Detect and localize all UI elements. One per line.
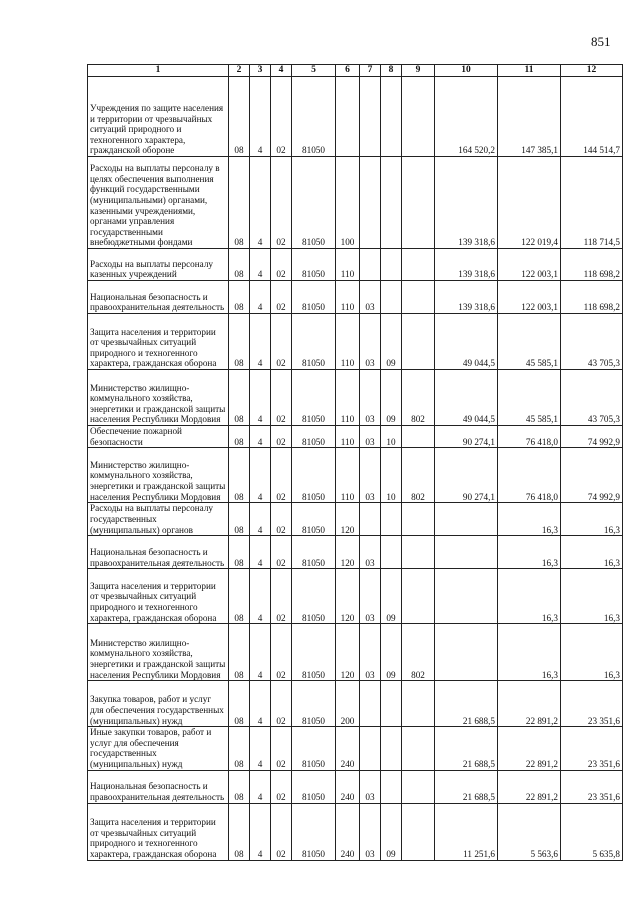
code-cell: 81050	[292, 803, 336, 860]
amount-cell: 45 585,1	[498, 370, 561, 426]
table-row	[88, 803, 623, 860]
amount-cell: 16,3	[498, 536, 561, 569]
amount-cell: 139 318,6	[435, 281, 498, 314]
amount-cell: 122 003,1	[498, 281, 561, 314]
code-cell: 08	[229, 503, 250, 536]
table-row	[88, 770, 623, 803]
row-name-cell: Национальная безопасность и правоохранительная деятельность	[88, 281, 229, 314]
table-row	[88, 370, 623, 426]
amount-cell: 21 688,5	[435, 727, 498, 770]
row-name-cell: Министерство жилищно-коммунального хозяйства, энергетики и гражданской защиты населения Республики Мордовия	[88, 624, 229, 681]
code-cell: 08	[229, 249, 250, 281]
code-cell	[402, 157, 435, 249]
amount-cell: 22 891,2	[498, 770, 561, 803]
code-cell: 4	[250, 569, 271, 624]
code-cell: 08	[229, 281, 250, 314]
code-cell: 110	[336, 426, 360, 448]
amount-cell: 43 705,3	[561, 314, 623, 370]
code-cell: 81050	[292, 426, 336, 448]
code-cell: 200	[336, 681, 360, 727]
code-cell: 81050	[292, 77, 336, 157]
code-cell: 09	[381, 569, 402, 624]
code-cell: 802	[402, 448, 435, 503]
code-cell: 100	[336, 157, 360, 249]
amount-cell	[435, 536, 498, 569]
code-cell: 4	[250, 426, 271, 448]
amount-cell: 90 274,1	[435, 448, 498, 503]
code-cell: 03	[360, 448, 381, 503]
amount-cell: 118 698,2	[561, 249, 623, 281]
code-cell: 03	[360, 770, 381, 803]
code-cell: 08	[229, 370, 250, 426]
amount-cell	[435, 624, 498, 681]
amount-cell: 21 688,5	[435, 770, 498, 803]
code-cell: 08	[229, 77, 250, 157]
amount-cell: 122 003,1	[498, 249, 561, 281]
amount-cell: 76 418,0	[498, 448, 561, 503]
code-cell: 02	[271, 536, 292, 569]
code-cell	[402, 681, 435, 727]
code-cell: 02	[271, 803, 292, 860]
code-cell	[360, 77, 381, 157]
column-header: 7	[360, 65, 381, 77]
amount-cell: 23 351,6	[561, 681, 623, 727]
code-cell: 802	[402, 624, 435, 681]
code-cell	[381, 249, 402, 281]
row-name-cell: Закупка товаров, работ и услуг для обеспечения государственных (муниципальных) нужд	[88, 681, 229, 727]
code-cell: 4	[250, 503, 271, 536]
code-cell	[402, 503, 435, 536]
code-cell: 81050	[292, 727, 336, 770]
code-cell: 02	[271, 569, 292, 624]
table-row	[88, 569, 623, 624]
code-cell	[360, 503, 381, 536]
code-cell: 08	[229, 727, 250, 770]
code-cell: 03	[360, 624, 381, 681]
code-cell	[402, 569, 435, 624]
code-cell: 03	[360, 314, 381, 370]
amount-cell: 164 520,2	[435, 77, 498, 157]
table-row	[88, 727, 623, 770]
code-cell	[360, 157, 381, 249]
amount-cell: 90 274,1	[435, 426, 498, 448]
amount-cell: 22 891,2	[498, 681, 561, 727]
column-header: 11	[498, 65, 561, 77]
code-cell: 02	[271, 681, 292, 727]
code-cell: 4	[250, 681, 271, 727]
amount-cell: 16,3	[498, 503, 561, 536]
code-cell: 02	[271, 503, 292, 536]
code-cell	[402, 77, 435, 157]
row-name-cell: Защита населения и территории от чрезвычайных ситуаций природного и техногенного характера, гражданская оборона	[88, 314, 229, 370]
table-row	[88, 281, 623, 314]
table-row	[88, 536, 623, 569]
code-cell	[381, 503, 402, 536]
code-cell: 02	[271, 281, 292, 314]
code-cell: 08	[229, 770, 250, 803]
code-cell: 09	[381, 314, 402, 370]
row-name-cell: Национальная безопасность и правоохранительная деятельность	[88, 536, 229, 569]
code-cell: 4	[250, 249, 271, 281]
row-name-cell: Расходы на выплаты персоналу казенных учреждений	[88, 249, 229, 281]
code-cell: 02	[271, 314, 292, 370]
amount-cell: 11 251,6	[435, 803, 498, 860]
code-cell	[402, 536, 435, 569]
column-header: 6	[336, 65, 360, 77]
amount-cell: 21 688,5	[435, 681, 498, 727]
code-cell: 81050	[292, 249, 336, 281]
code-cell	[402, 281, 435, 314]
code-cell: 110	[336, 448, 360, 503]
code-cell	[360, 249, 381, 281]
code-cell	[336, 77, 360, 157]
column-header: 3	[250, 65, 271, 77]
table-row	[88, 503, 623, 536]
code-cell	[402, 426, 435, 448]
code-cell: 02	[271, 727, 292, 770]
page-number: 851	[591, 34, 611, 49]
code-cell: 240	[336, 803, 360, 860]
amount-cell: 22 891,2	[498, 727, 561, 770]
code-cell: 02	[271, 448, 292, 503]
code-cell: 4	[250, 803, 271, 860]
amount-cell: 76 418,0	[498, 426, 561, 448]
row-name-cell: Национальная безопасность и правоохранительная деятельность	[88, 770, 229, 803]
code-cell: 120	[336, 536, 360, 569]
code-cell: 110	[336, 370, 360, 426]
amount-cell: 5 563,6	[498, 803, 561, 860]
amount-cell: 49 044,5	[435, 370, 498, 426]
code-cell: 110	[336, 249, 360, 281]
code-cell	[402, 727, 435, 770]
code-cell: 240	[336, 727, 360, 770]
code-cell	[402, 249, 435, 281]
code-cell: 08	[229, 314, 250, 370]
amount-cell	[435, 503, 498, 536]
amount-cell: 43 705,3	[561, 370, 623, 426]
code-cell: 81050	[292, 314, 336, 370]
amount-cell: 45 585,1	[498, 314, 561, 370]
code-cell: 81050	[292, 536, 336, 569]
column-header: 10	[435, 65, 498, 77]
code-cell: 110	[336, 281, 360, 314]
code-cell	[381, 770, 402, 803]
code-cell	[402, 770, 435, 803]
code-cell: 4	[250, 770, 271, 803]
code-cell: 08	[229, 536, 250, 569]
table-row	[88, 681, 623, 727]
code-cell: 08	[229, 426, 250, 448]
code-cell: 03	[360, 426, 381, 448]
code-cell: 802	[402, 370, 435, 426]
code-cell: 81050	[292, 157, 336, 249]
row-name-cell: Учреждения по защите населения и территории от чрезвычайных ситуаций природного и техногенного характера, гражданской обороне	[88, 77, 229, 157]
code-cell: 10	[381, 448, 402, 503]
code-cell: 08	[229, 569, 250, 624]
code-cell: 09	[381, 803, 402, 860]
amount-cell: 16,3	[561, 624, 623, 681]
code-cell: 240	[336, 770, 360, 803]
code-cell: 4	[250, 448, 271, 503]
code-cell	[381, 281, 402, 314]
code-cell: 81050	[292, 448, 336, 503]
table-row	[88, 77, 623, 157]
amount-cell: 118 698,2	[561, 281, 623, 314]
code-cell	[360, 681, 381, 727]
amount-cell: 147 385,1	[498, 77, 561, 157]
code-cell: 03	[360, 569, 381, 624]
table-row	[88, 157, 623, 249]
code-cell	[381, 77, 402, 157]
row-name-cell: Министерство жилищно-коммунального хозяйства, энергетики и гражданской защиты населения Республики Мордовия	[88, 448, 229, 503]
amount-cell: 16,3	[498, 624, 561, 681]
code-cell: 4	[250, 281, 271, 314]
code-cell: 4	[250, 157, 271, 249]
table-row	[88, 624, 623, 681]
amount-cell: 74 992,9	[561, 426, 623, 448]
code-cell: 4	[250, 370, 271, 426]
code-cell	[381, 681, 402, 727]
code-cell: 81050	[292, 770, 336, 803]
code-cell: 02	[271, 770, 292, 803]
amount-cell: 139 318,6	[435, 249, 498, 281]
code-cell: 120	[336, 503, 360, 536]
code-cell: 120	[336, 624, 360, 681]
amount-cell: 23 351,6	[561, 770, 623, 803]
code-cell: 08	[229, 624, 250, 681]
code-cell: 09	[381, 370, 402, 426]
code-cell: 03	[360, 803, 381, 860]
code-cell	[381, 727, 402, 770]
code-cell: 03	[360, 281, 381, 314]
code-cell	[402, 314, 435, 370]
code-cell: 81050	[292, 370, 336, 426]
column-header: 1	[88, 65, 229, 77]
code-cell: 81050	[292, 624, 336, 681]
code-cell: 110	[336, 314, 360, 370]
code-cell: 4	[250, 314, 271, 370]
code-cell: 08	[229, 681, 250, 727]
code-cell: 02	[271, 77, 292, 157]
code-cell	[402, 803, 435, 860]
code-cell: 81050	[292, 503, 336, 536]
row-name-cell: Расходы на выплаты персоналу в целях обеспечения выполнения функций государственными (муниципальными) органами, казенными учреждениями, органами управления государственными внебюджетными фондами	[88, 157, 229, 249]
amount-cell: 16,3	[561, 569, 623, 624]
amount-cell: 16,3	[561, 536, 623, 569]
code-cell: 4	[250, 536, 271, 569]
amount-cell: 122 019,4	[498, 157, 561, 249]
code-cell: 10	[381, 426, 402, 448]
amount-cell	[435, 569, 498, 624]
code-cell: 08	[229, 448, 250, 503]
code-cell	[381, 536, 402, 569]
row-name-cell: Обеспечение пожарной безопасности	[88, 426, 229, 448]
amount-cell: 23 351,6	[561, 727, 623, 770]
table-row	[88, 448, 623, 503]
code-cell: 02	[271, 426, 292, 448]
row-name-cell: Министерство жилищно-коммунального хозяйства, энергетики и гражданской защиты населения Республики Мордовия	[88, 370, 229, 426]
column-header: 9	[402, 65, 435, 77]
amount-cell: 118 714,5	[561, 157, 623, 249]
code-cell: 08	[229, 803, 250, 860]
amount-cell: 16,3	[561, 503, 623, 536]
code-cell: 03	[360, 370, 381, 426]
amount-cell: 16,3	[498, 569, 561, 624]
row-name-cell: Защита населения и территории от чрезвычайных ситуаций природного и техногенного характера, гражданская оборона	[88, 569, 229, 624]
amount-cell: 144 514,7	[561, 77, 623, 157]
code-cell	[381, 157, 402, 249]
table-row	[88, 426, 623, 448]
column-header: 2	[229, 65, 250, 77]
code-cell: 02	[271, 624, 292, 681]
code-cell: 08	[229, 157, 250, 249]
code-cell: 4	[250, 727, 271, 770]
amount-cell: 74 992,9	[561, 448, 623, 503]
code-cell: 02	[271, 370, 292, 426]
code-cell: 4	[250, 77, 271, 157]
code-cell: 81050	[292, 281, 336, 314]
code-cell: 81050	[292, 569, 336, 624]
column-header: 12	[561, 65, 623, 77]
code-cell: 02	[271, 157, 292, 249]
code-cell	[360, 727, 381, 770]
column-header: 5	[292, 65, 336, 77]
table-header-row	[88, 65, 623, 77]
row-name-cell: Защита населения и территории от чрезвычайных ситуаций природного и техногенного характера, гражданская оборона	[88, 803, 229, 860]
code-cell: 02	[271, 249, 292, 281]
row-name-cell: Иные закупки товаров, работ и услуг для обеспечения государственных (муниципальных) нужд	[88, 727, 229, 770]
code-cell: 81050	[292, 681, 336, 727]
column-header: 8	[381, 65, 402, 77]
amount-cell: 5 635,8	[561, 803, 623, 860]
code-cell: 4	[250, 624, 271, 681]
table-row	[88, 314, 623, 370]
column-header: 4	[271, 65, 292, 77]
amount-cell: 139 318,6	[435, 157, 498, 249]
code-cell: 03	[360, 536, 381, 569]
table-row	[88, 249, 623, 281]
code-cell: 09	[381, 624, 402, 681]
amount-cell: 49 044,5	[435, 314, 498, 370]
budget-table	[87, 64, 623, 861]
row-name-cell: Расходы на выплаты персоналу государственных (муниципальных) органов	[88, 503, 229, 536]
code-cell: 120	[336, 569, 360, 624]
